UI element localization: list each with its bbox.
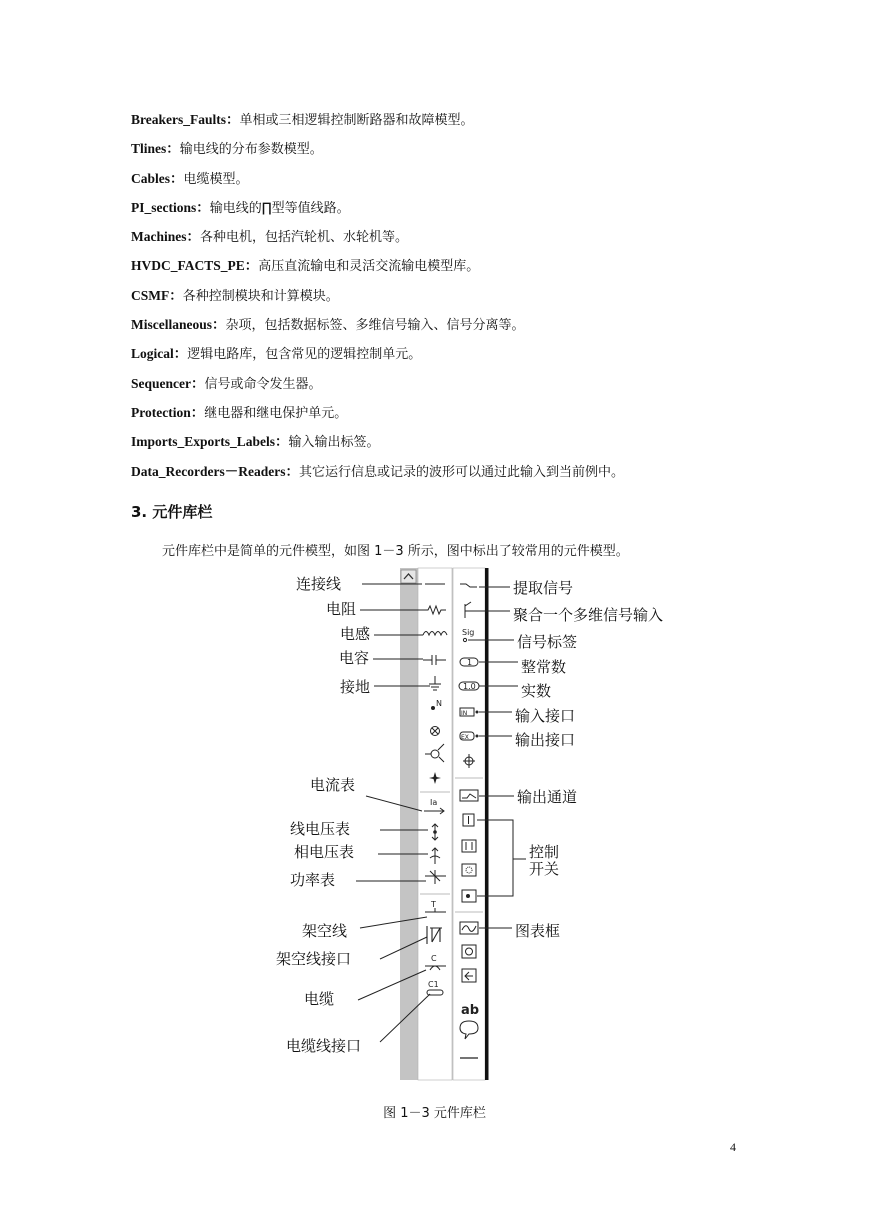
label-inductor: 电感 (340, 625, 371, 643)
node-icon-text: N (436, 699, 442, 708)
definition-item (131, 198, 831, 227)
definition-desc: 继电器和继电保护单元。 (204, 405, 348, 421)
definition-desc: 各种电机，包括汽轮机、水轮机等。 (200, 230, 409, 246)
real-constant-icon-text: 1.0 (463, 682, 476, 691)
ammeter-icon-text: Ia (430, 798, 438, 807)
label-line-voltmeter: 线电压表 (290, 820, 351, 838)
label-overhead-line-interface: 架空线接口 (276, 950, 352, 968)
component-library-figure (270, 562, 700, 1082)
definition-term: Imports_Exports_Labels： (131, 434, 289, 450)
definition-term: PI_sections： (131, 199, 210, 215)
definition-desc: 逻辑电路库，包含常见的逻辑控制单元。 (187, 347, 422, 363)
label-real-constant: 实数 (521, 682, 552, 700)
definition-item (131, 227, 831, 256)
definition-item (131, 432, 831, 461)
definition-desc: 输电线的分布参数模型。 (179, 142, 323, 158)
definition-term: Sequencer： (131, 375, 205, 391)
label-ammeter: 电流表 (310, 776, 356, 794)
overhead-line-icon-text: T (431, 900, 436, 909)
definition-desc: 其它运行信息或记录的波形可以通过此输入到当前例中。 (298, 464, 624, 480)
export-interface-icon-text: EX (461, 734, 469, 741)
figure-caption: 图 1－3 元件库栏 (383, 1106, 486, 1121)
cable-interface-icon-text: C1 (428, 980, 439, 989)
label-capacitor: 电容 (339, 649, 370, 667)
section-title: 3. 元件库栏 (131, 503, 213, 521)
scroll-up-button[interactable] (401, 570, 416, 583)
cable-icon-text: C (431, 954, 437, 963)
definition-term: Data_Recorders－Readers： (131, 463, 299, 479)
definition-item (131, 462, 831, 491)
definition-list (131, 110, 831, 491)
definition-term: Cables： (131, 170, 184, 186)
definition-term: Tlines： (131, 141, 180, 157)
label-cable-interface: 电缆线接口 (286, 1037, 362, 1055)
label-power-meter: 功率表 (290, 871, 336, 889)
import-interface-icon-text: IN (461, 710, 468, 717)
label-signal-label: 信号标签 (517, 633, 578, 651)
definition-item (131, 315, 831, 344)
intro-paragraph: 元件库栏中是简单的元件模型，如图 1－3 所示，图中标出了较常用的元件模型。 (162, 544, 629, 559)
label-graph-frame: 图表框 (515, 922, 561, 940)
definition-item (131, 110, 831, 139)
label-cable: 电缆 (304, 990, 335, 1008)
label-control: 控制 (529, 843, 560, 861)
label-ground: 接地 (340, 678, 371, 696)
label-multi-signal-input: 聚合一个多维信号输入 (513, 606, 664, 624)
definition-item (131, 344, 831, 373)
definition-desc: 单相或三相逻辑控制断路器和故障模型。 (239, 113, 474, 128)
definition-desc: 信号或命令发生器。 (204, 376, 322, 392)
page-number: 4 (730, 1140, 736, 1154)
definition-desc: 各种控制模块和计算模块。 (182, 288, 339, 304)
definition-term: HVDC_FACTS_PE： (131, 258, 259, 274)
label-resistor: 电阻 (326, 600, 357, 618)
definition-desc: 杂项，包括数据标签、多维信号输入、信号分离等。 (225, 318, 525, 334)
definition-desc: 输入输出标签。 (288, 435, 380, 451)
definition-term: Protection： (131, 404, 205, 420)
definition-term: Logical： (131, 346, 188, 362)
label-switch: 开关 (529, 860, 560, 878)
signal-label-icon-text: Sig (462, 628, 475, 637)
definition-term: Breakers_Faults： (131, 112, 240, 127)
text-label-icon[interactable] (461, 1003, 479, 1018)
label-import-interface: 输入接口 (515, 707, 576, 725)
definition-desc: 电缆模型。 (183, 171, 249, 187)
toolbar-scrollbar[interactable] (400, 568, 418, 1080)
toolbar-border (485, 568, 489, 1080)
definition-desc: 高压直流输电和灵活交流输电模型库。 (258, 259, 480, 275)
definition-item (131, 139, 831, 168)
definition-item (131, 169, 831, 198)
integer-constant-icon-text: 1 (467, 658, 473, 667)
label-wire: 连接线 (296, 575, 342, 593)
label-phase-voltmeter: 相电压表 (294, 843, 355, 861)
definition-item (131, 374, 831, 403)
definition-item (131, 256, 831, 285)
definition-term: Machines： (131, 229, 200, 245)
label-signal-extract: 提取信号 (513, 579, 574, 597)
text-label-icon-text: ab (461, 1003, 480, 1018)
definition-item (131, 286, 831, 315)
label-overhead-line: 架空线 (302, 922, 348, 940)
label-output-channel: 输出通道 (517, 788, 578, 806)
label-integer-constant: 整常数 (521, 658, 567, 676)
definition-desc: 输电线的∏型等值线路。 (209, 200, 350, 216)
label-export-interface: 输出接口 (515, 731, 576, 749)
definition-term: CSMF： (131, 287, 183, 303)
definition-item (131, 403, 831, 432)
definition-term: Miscellaneous： (131, 317, 226, 333)
